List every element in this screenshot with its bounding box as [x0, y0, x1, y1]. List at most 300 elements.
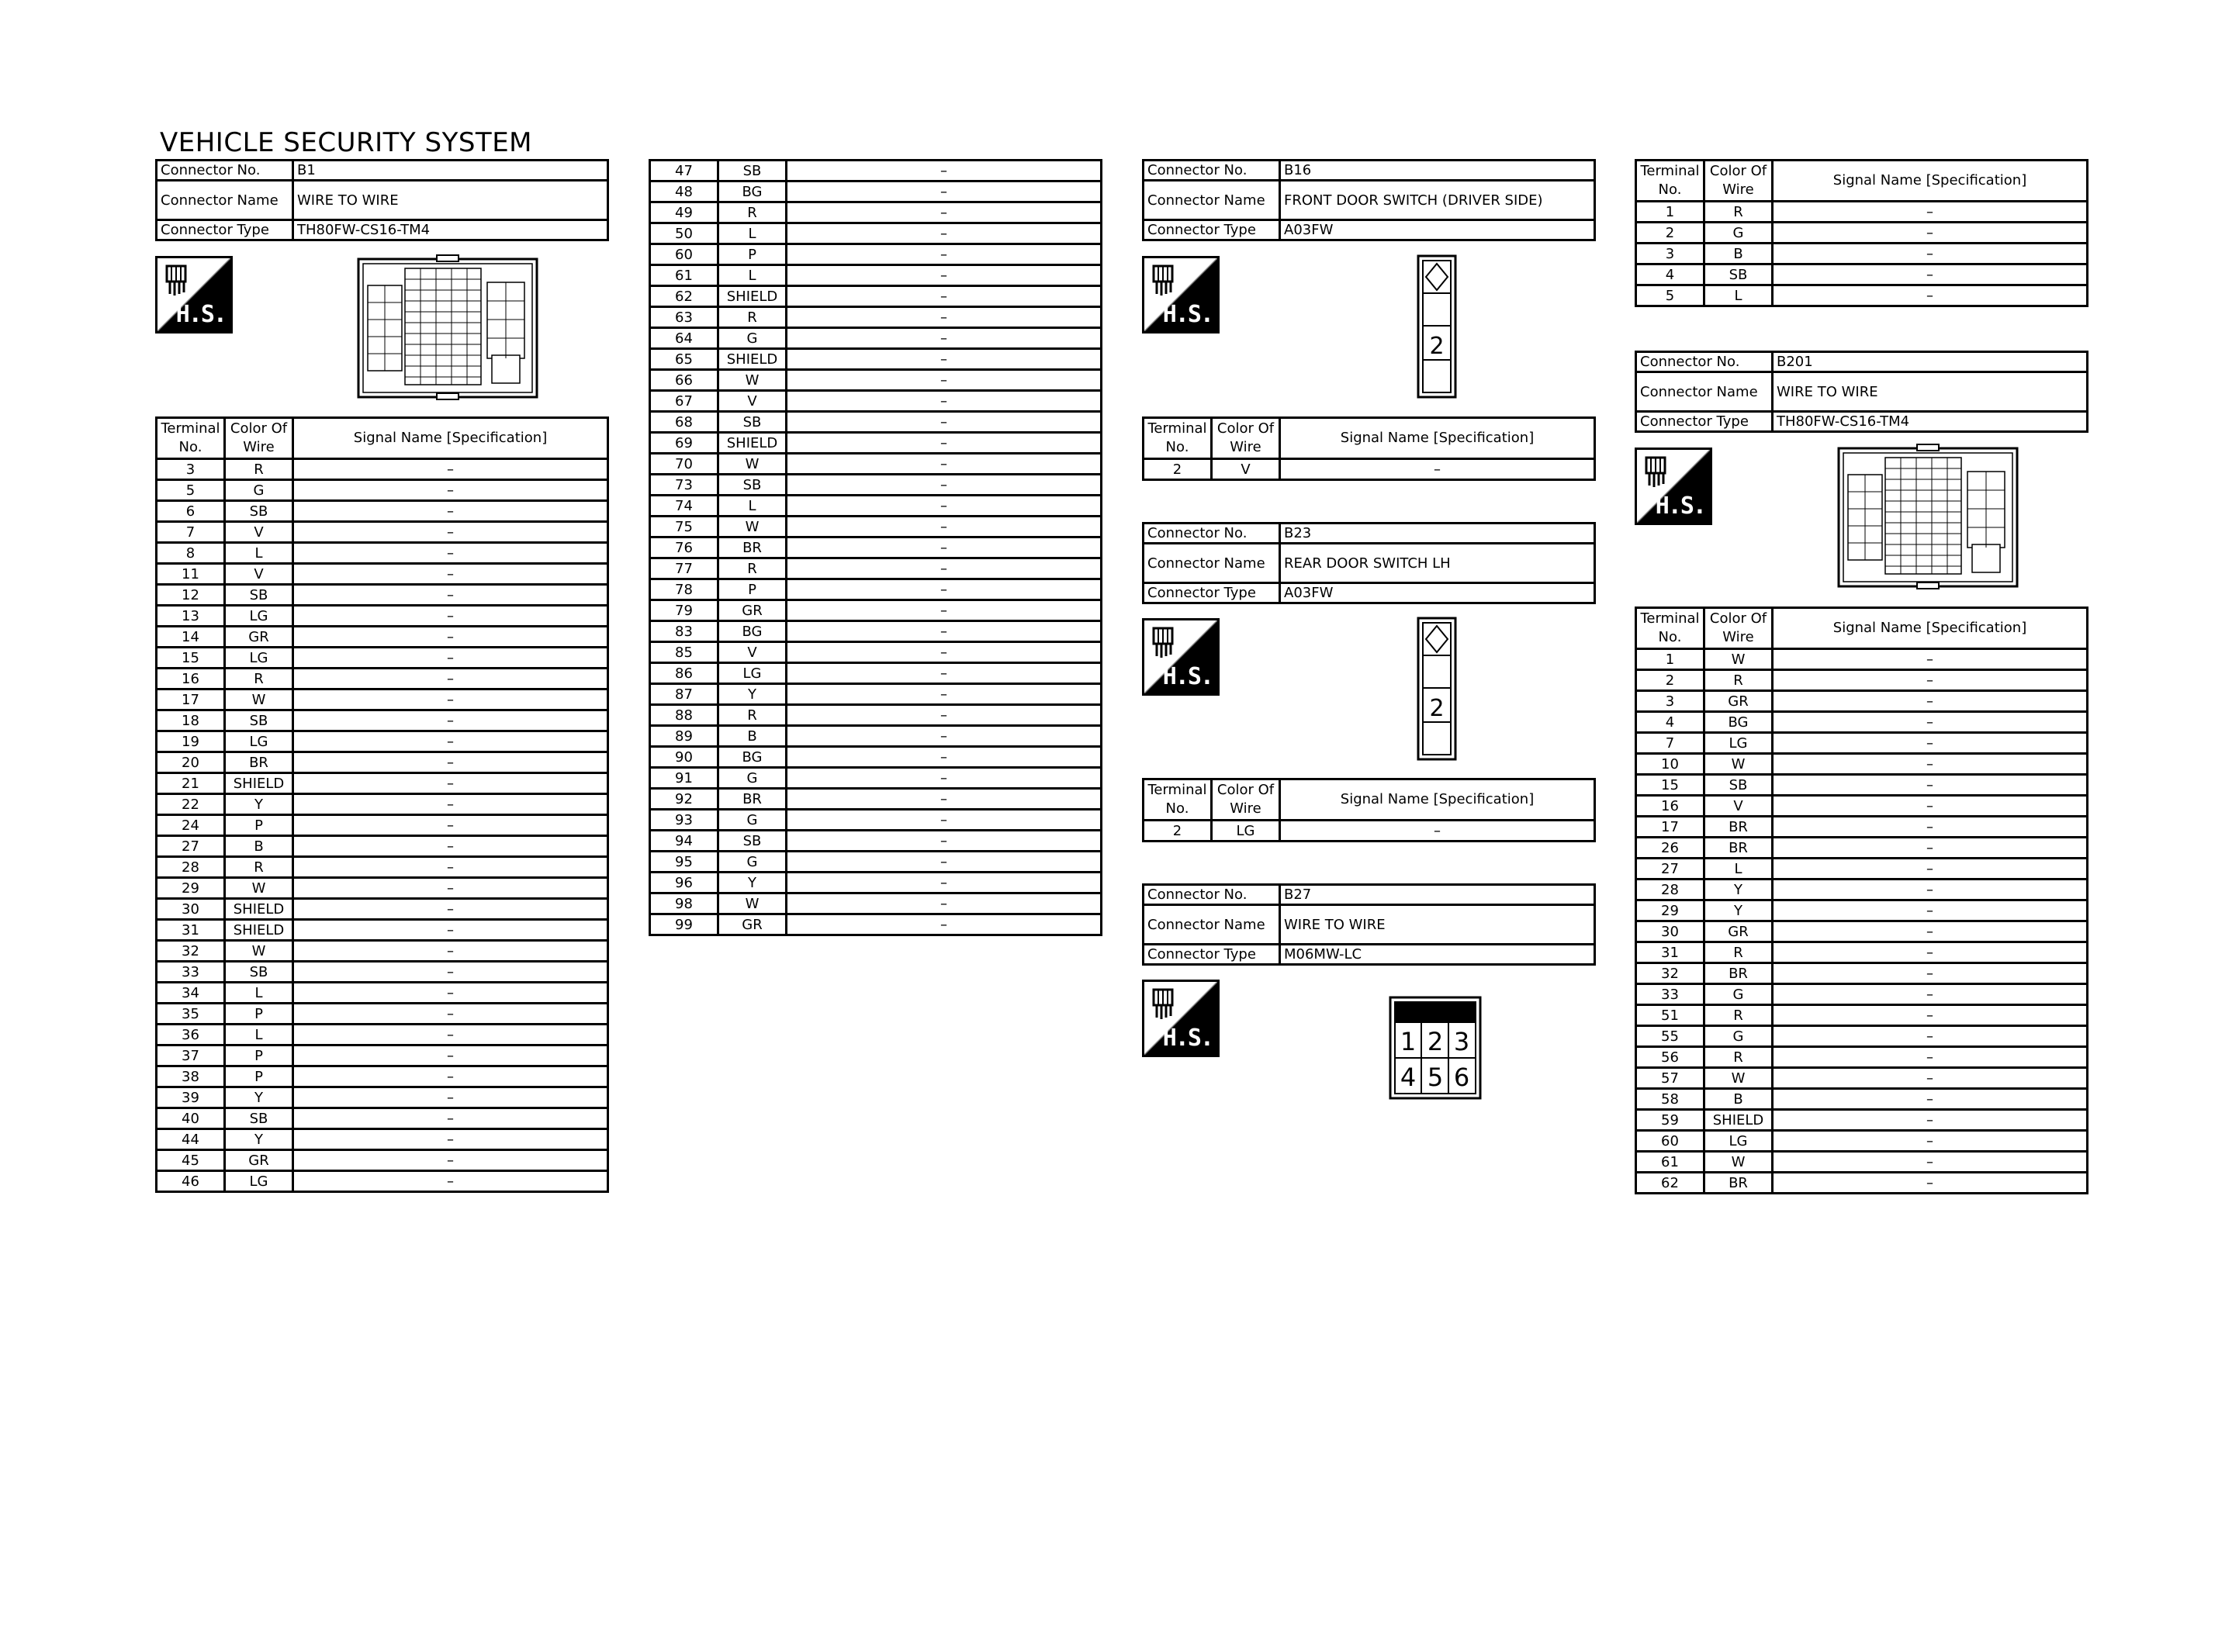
terminal-no-cell: 64 [650, 328, 718, 349]
terminal-no-cell: 32 [157, 941, 225, 962]
wire-color-cell: LG [225, 731, 293, 752]
table-row [157, 1025, 608, 1045]
terminal-no-cell: 1 [1636, 649, 1704, 670]
wire-color-cell: SB [1704, 264, 1773, 285]
table-row [650, 810, 1102, 831]
table-row [157, 941, 608, 962]
table-row [157, 1108, 608, 1129]
wire-color-cell: G [718, 852, 787, 873]
signal-name-cell: – [1773, 202, 2088, 223]
table-row [157, 794, 608, 815]
signal-name-cell: – [293, 1171, 608, 1192]
terminal-table-b23 [1142, 778, 1596, 842]
signal-name-cell: – [293, 857, 608, 878]
cavity-label: 4 [1400, 1063, 1417, 1092]
signal-name-cell: – [787, 621, 1102, 642]
wire-color-cell: LG [1704, 733, 1773, 754]
terminal-no-cell: 7 [157, 522, 225, 543]
table-row [1636, 1005, 2088, 1026]
table-row [1636, 1152, 2088, 1173]
terminal-no-cell: 22 [157, 794, 225, 815]
terminal-no-header: Terminal No. [1144, 418, 1212, 459]
wire-color-cell: R [718, 202, 787, 223]
wire-color-cell: W [225, 689, 293, 710]
table-row [650, 370, 1102, 391]
terminal-no-cell: 8 [157, 543, 225, 564]
connector-plug-icon [1149, 987, 1180, 1021]
terminal-no-cell: 30 [1636, 921, 1704, 942]
harness-side-badge [1142, 618, 1220, 696]
connector-no-value: B27 [1280, 885, 1595, 905]
signal-name-cell: – [787, 161, 1102, 181]
terminal-no-cell: 62 [650, 286, 718, 307]
signal-name-cell: – [787, 852, 1102, 873]
harness-side-badge [1142, 980, 1220, 1057]
terminal-no-cell: 96 [650, 873, 718, 893]
terminal-no-cell: 65 [650, 349, 718, 370]
signal-name-cell: – [293, 585, 608, 606]
wire-color-cell: SHIELD [718, 433, 787, 454]
signal-name-cell: – [1773, 285, 2088, 306]
terminal-no-cell: 33 [157, 962, 225, 983]
wire-color-cell: R [225, 459, 293, 480]
signal-name-cell: – [787, 684, 1102, 705]
signal-name-cell: – [1280, 459, 1595, 480]
table-row [1636, 1047, 2088, 1068]
wire-color-cell: GR [718, 914, 787, 935]
terminal-no-cell: 44 [157, 1129, 225, 1150]
signal-name-cell: – [293, 962, 608, 983]
table-row [1636, 942, 2088, 963]
wire-color-cell: SB [718, 412, 787, 433]
connector-face-b1 [357, 254, 540, 402]
signal-name-cell: – [1773, 880, 2088, 900]
signal-name-cell: – [1773, 733, 2088, 754]
table-row [157, 836, 608, 857]
wire-color-cell: P [225, 815, 293, 836]
table-row [650, 475, 1102, 496]
terminal-no-cell: 30 [157, 899, 225, 920]
terminal-no-header: Terminal No. [1636, 161, 1704, 202]
terminal-no-cell: 35 [157, 1004, 225, 1025]
connector-no-label: Connector No. [1636, 352, 1773, 372]
table-row [650, 433, 1102, 454]
terminal-no-cell: 89 [650, 726, 718, 747]
terminal-no-cell: 37 [157, 1045, 225, 1066]
wire-color-cell: V [1212, 459, 1280, 480]
wire-color-cell: BR [1704, 963, 1773, 984]
terminal-no-cell: 40 [157, 1108, 225, 1129]
table-row [1636, 223, 2088, 244]
signal-name-cell: – [293, 878, 608, 899]
terminal-no-header: Terminal No. [1636, 608, 1704, 649]
wire-color-cell: SHIELD [1704, 1110, 1773, 1131]
wire-color-cell: G [718, 810, 787, 831]
terminal-no-cell: 5 [157, 480, 225, 501]
terminal-no-cell: 86 [650, 663, 718, 684]
terminal-no-cell: 32 [1636, 963, 1704, 984]
wire-color-cell: SB [225, 501, 293, 522]
table-row [157, 522, 608, 543]
signal-name-cell: – [787, 893, 1102, 914]
signal-name-cell: – [787, 370, 1102, 391]
wire-color-cell: LG [1212, 821, 1280, 842]
terminal-no-cell: 36 [157, 1025, 225, 1045]
table-row [1636, 1131, 2088, 1152]
table-row [1636, 859, 2088, 880]
wire-color-cell: W [718, 454, 787, 475]
wire-color-cell: Y [718, 873, 787, 893]
signal-name-cell: – [293, 899, 608, 920]
terminal-no-cell: 78 [650, 579, 718, 600]
signal-name-cell: – [293, 1129, 608, 1150]
signal-name-cell: – [787, 391, 1102, 412]
signal-name-cell: – [293, 1066, 608, 1087]
table-row [157, 543, 608, 564]
terminal-no-cell: 45 [157, 1150, 225, 1171]
cavity-label: 6 [1453, 1063, 1470, 1092]
color-of-wire-header: Color Of Wire [1212, 779, 1280, 821]
signal-name-cell: – [787, 328, 1102, 349]
table-row [650, 726, 1102, 747]
connector-info-b16 [1142, 159, 1596, 241]
wire-color-cell: B [225, 836, 293, 857]
signal-name-cell: – [1773, 754, 2088, 775]
terminal-no-cell: 17 [157, 689, 225, 710]
connector-type-value: A03FW [1280, 583, 1595, 603]
connector-type-value: A03FW [1280, 220, 1595, 240]
signal-name-cell: – [1773, 1152, 2088, 1173]
wire-color-cell: P [718, 579, 787, 600]
connector-info-b201 [1635, 351, 2088, 433]
table-row [157, 1045, 608, 1066]
connector-type-label: Connector Type [1144, 583, 1280, 603]
wire-color-cell: Y [1704, 900, 1773, 921]
table-row [650, 684, 1102, 705]
signal-name-cell: – [1773, 817, 2088, 838]
table-row [1636, 775, 2088, 796]
table-row [650, 914, 1102, 935]
connector-name-value: WIRE TO WIRE [1280, 905, 1595, 945]
connector-name-label: Connector Name [1144, 544, 1280, 583]
signal-name-cell: – [293, 1004, 608, 1025]
wire-color-cell: R [225, 669, 293, 689]
table-row [1636, 712, 2088, 733]
signal-name-cell: – [787, 286, 1102, 307]
signal-name-cell: – [293, 543, 608, 564]
terminal-no-cell: 10 [1636, 754, 1704, 775]
terminal-no-cell: 18 [157, 710, 225, 731]
signal-name-cell: – [787, 307, 1102, 328]
terminal-no-cell: 31 [157, 920, 225, 941]
wire-color-cell: B [718, 726, 787, 747]
signal-name-cell: – [787, 244, 1102, 265]
table-row [157, 1066, 608, 1087]
terminal-no-cell: 95 [650, 852, 718, 873]
signal-name-cell: – [787, 726, 1102, 747]
connector-type-label: Connector Type [1144, 220, 1280, 240]
terminal-no-cell: 56 [1636, 1047, 1704, 1068]
signal-name-cell: – [293, 941, 608, 962]
signal-name-cell: – [787, 914, 1102, 935]
terminal-no-cell: 70 [650, 454, 718, 475]
terminal-no-cell: 39 [157, 1087, 225, 1108]
wire-color-cell: SB [225, 1108, 293, 1129]
page-title: VEHICLE SECURITY SYSTEM [160, 127, 533, 158]
wire-color-cell: G [225, 480, 293, 501]
table-row [157, 627, 608, 648]
table-row [157, 501, 608, 522]
table-row [1636, 1089, 2088, 1110]
table-row [1144, 459, 1595, 480]
signal-name-cell: – [293, 501, 608, 522]
signal-name-cell: – [1773, 1068, 2088, 1089]
terminal-no-cell: 7 [1636, 733, 1704, 754]
terminal-no-cell: 3 [157, 459, 225, 480]
wire-color-cell: R [225, 857, 293, 878]
terminal-no-cell: 2 [1144, 459, 1212, 480]
table-row [1636, 691, 2088, 712]
table-row [1636, 1110, 2088, 1131]
terminal-no-cell: 31 [1636, 942, 1704, 963]
table-row [157, 1004, 608, 1025]
table-row [1636, 244, 2088, 264]
wire-color-cell: R [1704, 942, 1773, 963]
wire-color-cell: LG [225, 1171, 293, 1192]
signal-name-cell: – [1773, 244, 2088, 264]
table-row [650, 558, 1102, 579]
hs-label: H.S. [1655, 492, 1705, 520]
terminal-table-b1-continued [649, 159, 1102, 936]
signal-name-cell: – [787, 642, 1102, 663]
wire-color-cell: BR [1704, 838, 1773, 859]
table-row [157, 585, 608, 606]
table-row [650, 789, 1102, 810]
table-row [157, 564, 608, 585]
wire-color-cell: V [718, 642, 787, 663]
wire-color-cell: BG [718, 747, 787, 768]
terminal-no-cell: 59 [1636, 1110, 1704, 1131]
terminal-no-cell: 91 [650, 768, 718, 789]
terminal-no-cell: 2 [1144, 821, 1212, 842]
terminal-no-cell: 29 [1636, 900, 1704, 921]
hs-label: H.S. [1162, 301, 1213, 328]
terminal-no-cell: 34 [157, 983, 225, 1004]
signal-name-cell: – [293, 627, 608, 648]
table-row [650, 412, 1102, 433]
table-row [157, 752, 608, 773]
wire-color-cell: SHIELD [225, 899, 293, 920]
signal-name-cell: – [787, 705, 1102, 726]
table-row [1636, 921, 2088, 942]
cavity-label: 2 [1429, 333, 1445, 360]
signal-name-cell: – [293, 1025, 608, 1045]
signal-name-cell: – [293, 1150, 608, 1171]
signal-name-cell: – [1773, 1047, 2088, 1068]
terminal-no-cell: 51 [1636, 1005, 1704, 1026]
signal-name-cell: – [1280, 821, 1595, 842]
table-row [157, 920, 608, 941]
table-row [157, 962, 608, 983]
connector-name-value: WIRE TO WIRE [293, 181, 608, 220]
table-row [157, 878, 608, 899]
wire-color-cell: V [1704, 796, 1773, 817]
signal-name-cell: – [787, 223, 1102, 244]
table-row [650, 893, 1102, 914]
terminal-no-cell: 16 [157, 669, 225, 689]
signal-name-header: Signal Name [Specification] [1280, 779, 1595, 821]
table-row [1636, 649, 2088, 670]
terminal-no-cell: 6 [157, 501, 225, 522]
signal-name-cell: – [293, 794, 608, 815]
signal-name-cell: – [1773, 223, 2088, 244]
wire-color-cell: W [1704, 649, 1773, 670]
wire-color-cell: L [1704, 859, 1773, 880]
signal-name-cell: – [1773, 1005, 2088, 1026]
table-row [650, 265, 1102, 286]
hs-label: H.S. [175, 301, 226, 328]
wire-color-cell: Y [718, 684, 787, 705]
terminal-no-cell: 50 [650, 223, 718, 244]
table-row [157, 689, 608, 710]
signal-name-cell: – [787, 873, 1102, 893]
signal-name-cell: – [1773, 1026, 2088, 1047]
terminal-no-cell: 98 [650, 893, 718, 914]
terminal-no-cell: 93 [650, 810, 718, 831]
signal-name-cell: – [1773, 1173, 2088, 1194]
connector-face-b27 [1389, 996, 1482, 1100]
wire-color-cell: SB [1704, 775, 1773, 796]
terminal-no-cell: 79 [650, 600, 718, 621]
table-row [157, 731, 608, 752]
wire-color-cell: R [1704, 202, 1773, 223]
signal-name-cell: – [787, 747, 1102, 768]
connector-no-label: Connector No. [157, 161, 293, 181]
wire-color-cell: BR [225, 752, 293, 773]
terminal-no-cell: 60 [650, 244, 718, 265]
wire-color-cell: BR [1704, 1173, 1773, 1194]
color-of-wire-header: Color Of Wire [1704, 161, 1773, 202]
cavity-label: 2 [1427, 1027, 1444, 1056]
connector-plug-icon [1149, 263, 1180, 297]
signal-name-cell: – [293, 480, 608, 501]
wire-color-cell: SB [718, 831, 787, 852]
signal-name-cell: – [1773, 859, 2088, 880]
terminal-no-cell: 28 [157, 857, 225, 878]
table-row [650, 161, 1102, 181]
signal-name-cell: – [1773, 838, 2088, 859]
table-row [1636, 264, 2088, 285]
wire-color-cell: SB [225, 962, 293, 983]
connector-no-label: Connector No. [1144, 524, 1280, 544]
connector-name-value: FRONT DOOR SWITCH (DRIVER SIDE) [1280, 181, 1595, 220]
wire-color-cell: SHIELD [718, 286, 787, 307]
wire-color-cell: SHIELD [225, 773, 293, 794]
signal-name-cell: – [787, 496, 1102, 517]
terminal-no-cell: 28 [1636, 880, 1704, 900]
wire-color-cell: W [1704, 1068, 1773, 1089]
terminal-no-cell: 77 [650, 558, 718, 579]
connector-name-label: Connector Name [1636, 372, 1773, 412]
table-row [650, 454, 1102, 475]
wire-color-cell: R [718, 307, 787, 328]
table-row [650, 579, 1102, 600]
terminal-no-cell: 68 [650, 412, 718, 433]
signal-name-cell: – [293, 1087, 608, 1108]
table-row [650, 537, 1102, 558]
wire-color-cell: W [718, 893, 787, 914]
terminal-no-cell: 74 [650, 496, 718, 517]
signal-name-header: Signal Name [Specification] [1773, 161, 2088, 202]
table-row [1636, 796, 2088, 817]
wire-color-cell: W [718, 370, 787, 391]
wire-color-cell: Y [225, 1087, 293, 1108]
wire-color-cell: GR [1704, 921, 1773, 942]
terminal-no-cell: 38 [157, 1066, 225, 1087]
signal-name-cell: – [1773, 649, 2088, 670]
terminal-no-cell: 27 [157, 836, 225, 857]
wire-color-cell: V [225, 564, 293, 585]
color-of-wire-header: Color Of Wire [1704, 608, 1773, 649]
signal-name-cell: – [787, 663, 1102, 684]
terminal-table-b16 [1142, 416, 1596, 481]
table-row [650, 328, 1102, 349]
signal-name-cell: – [787, 349, 1102, 370]
connector-info-b1 [155, 159, 609, 241]
signal-name-cell: – [293, 920, 608, 941]
signal-name-cell: – [293, 648, 608, 669]
terminal-no-cell: 2 [1636, 223, 1704, 244]
hs-label: H.S. [1162, 663, 1213, 690]
wire-color-cell: R [718, 705, 787, 726]
table-row [157, 899, 608, 920]
table-row [157, 669, 608, 689]
signal-name-cell: – [1773, 900, 2088, 921]
terminal-no-cell: 67 [650, 391, 718, 412]
wire-color-cell: G [718, 768, 787, 789]
wire-color-cell: W [718, 517, 787, 537]
signal-name-cell: – [787, 433, 1102, 454]
table-row [650, 768, 1102, 789]
signal-name-cell: – [787, 517, 1102, 537]
terminal-no-cell: 61 [1636, 1152, 1704, 1173]
terminal-no-cell: 14 [157, 627, 225, 648]
table-row [650, 642, 1102, 663]
table-row [157, 1129, 608, 1150]
wire-color-cell: SB [225, 710, 293, 731]
harness-side-badge [1635, 448, 1712, 525]
signal-name-cell: – [1773, 984, 2088, 1005]
table-row [650, 349, 1102, 370]
table-row [650, 286, 1102, 307]
wire-color-cell: P [225, 1004, 293, 1025]
wire-color-cell: L [718, 223, 787, 244]
wire-color-cell: Y [225, 794, 293, 815]
signal-name-cell: – [1773, 1110, 2088, 1131]
connector-plug-icon [1642, 454, 1673, 489]
terminal-no-cell: 87 [650, 684, 718, 705]
connector-no-label: Connector No. [1144, 161, 1280, 181]
table-row [650, 621, 1102, 642]
terminal-no-cell: 20 [157, 752, 225, 773]
wire-color-cell: G [1704, 984, 1773, 1005]
color-of-wire-header: Color Of Wire [225, 418, 293, 459]
terminal-no-cell: 48 [650, 181, 718, 202]
color-of-wire-header: Color Of Wire [1212, 418, 1280, 459]
signal-name-cell: – [293, 983, 608, 1004]
signal-name-cell: – [1773, 963, 2088, 984]
terminal-no-cell: 75 [650, 517, 718, 537]
